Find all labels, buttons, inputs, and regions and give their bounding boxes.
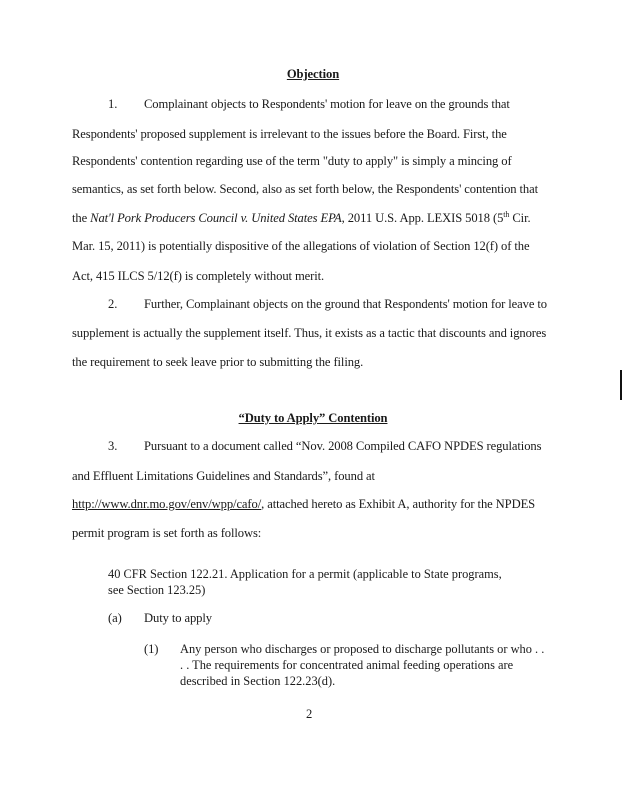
paragraph-1-line-2: Respondents' proposed supplement is irrelevant to the issues before the Board. First, the xyxy=(72,127,507,141)
paragraph-2-number: 2. xyxy=(108,297,118,311)
ordinal-superscript: th xyxy=(503,209,510,219)
quote-a-text: Duty to apply xyxy=(144,611,212,625)
paragraph-2-line-3: the requirement to seek leave prior to submitting the filing. xyxy=(72,355,364,369)
page-number: 2 xyxy=(306,707,313,721)
exhibit-description: , attached hereto as Exhibit A, authority for the NPDES xyxy=(261,497,536,511)
paragraph-3-line-2: and Effluent Limitations Guidelines and Standards”, found at xyxy=(72,469,375,483)
quote-a-label: (a) xyxy=(108,611,122,625)
paragraph-3-line-4: permit program is set forth as follows: xyxy=(72,526,262,540)
paragraph-1-line-4: semantics, as set forth below. Second, also as set forth below, the Respondents' contention that xyxy=(72,182,538,196)
case-citation: Nat'l Pork Producers Council v. United States EPA xyxy=(90,211,342,225)
paragraph-2-line-2: supplement is actually the supplement itself. Thus, it exists as a tactic that discounts and ignores xyxy=(72,326,547,340)
quote-title: 40 CFR Section 122.21. Application for a permit (applicable to State programs, see Section 123.25) xyxy=(108,567,502,597)
paragraph-3-line-3 xyxy=(72,496,535,512)
quote-1-text: Any person who discharges or proposed to discharge pollutants or who . . . . The requirements for concentrated animal feeding operations are described in Section 122.23(d). xyxy=(180,642,545,688)
quote-1-label: (1) xyxy=(144,642,159,656)
paragraph-1-line-5 xyxy=(72,210,531,226)
paragraph-3-number: 3. xyxy=(108,439,118,453)
line-5-citation: , 2011 U.S. App. LEXIS 5018 (5 xyxy=(341,211,504,225)
paragraph-1-line-1: Complainant objects to Respondents' motion for leave on the grounds that xyxy=(144,97,510,111)
paragraph-2-line-1: Further, Complainant objects on the ground that Respondents' motion for leave to xyxy=(144,297,547,311)
exhibit-url-link[interactable]: http://www.dnr.mo.gov/env/wpp/cafo/ xyxy=(72,497,262,511)
paragraph-3-line-1: Pursuant to a document called “Nov. 2008 Compiled CAFO NPDES regulations xyxy=(144,439,542,453)
line-5-prefix: the xyxy=(72,211,91,225)
heading-duty-to-apply: “Duty to Apply” Contention xyxy=(238,411,388,425)
line-5-end: Cir. xyxy=(509,211,531,225)
paragraph-1-number: 1. xyxy=(108,97,118,111)
paragraph-1-line-3: Respondents' contention regarding use of the term "duty to apply" is simply a mincing of xyxy=(72,154,512,168)
paragraph-1-line-7: Act, 415 ILCS 5/12(f) is completely without merit. xyxy=(72,269,325,283)
scan-edge-mark xyxy=(620,370,622,400)
paragraph-1-line-6: Mar. 15, 2011) is potentially dispositive of the allegations of violation of Section 12(f) of the xyxy=(72,239,530,253)
heading-objection: Objection xyxy=(286,67,340,81)
